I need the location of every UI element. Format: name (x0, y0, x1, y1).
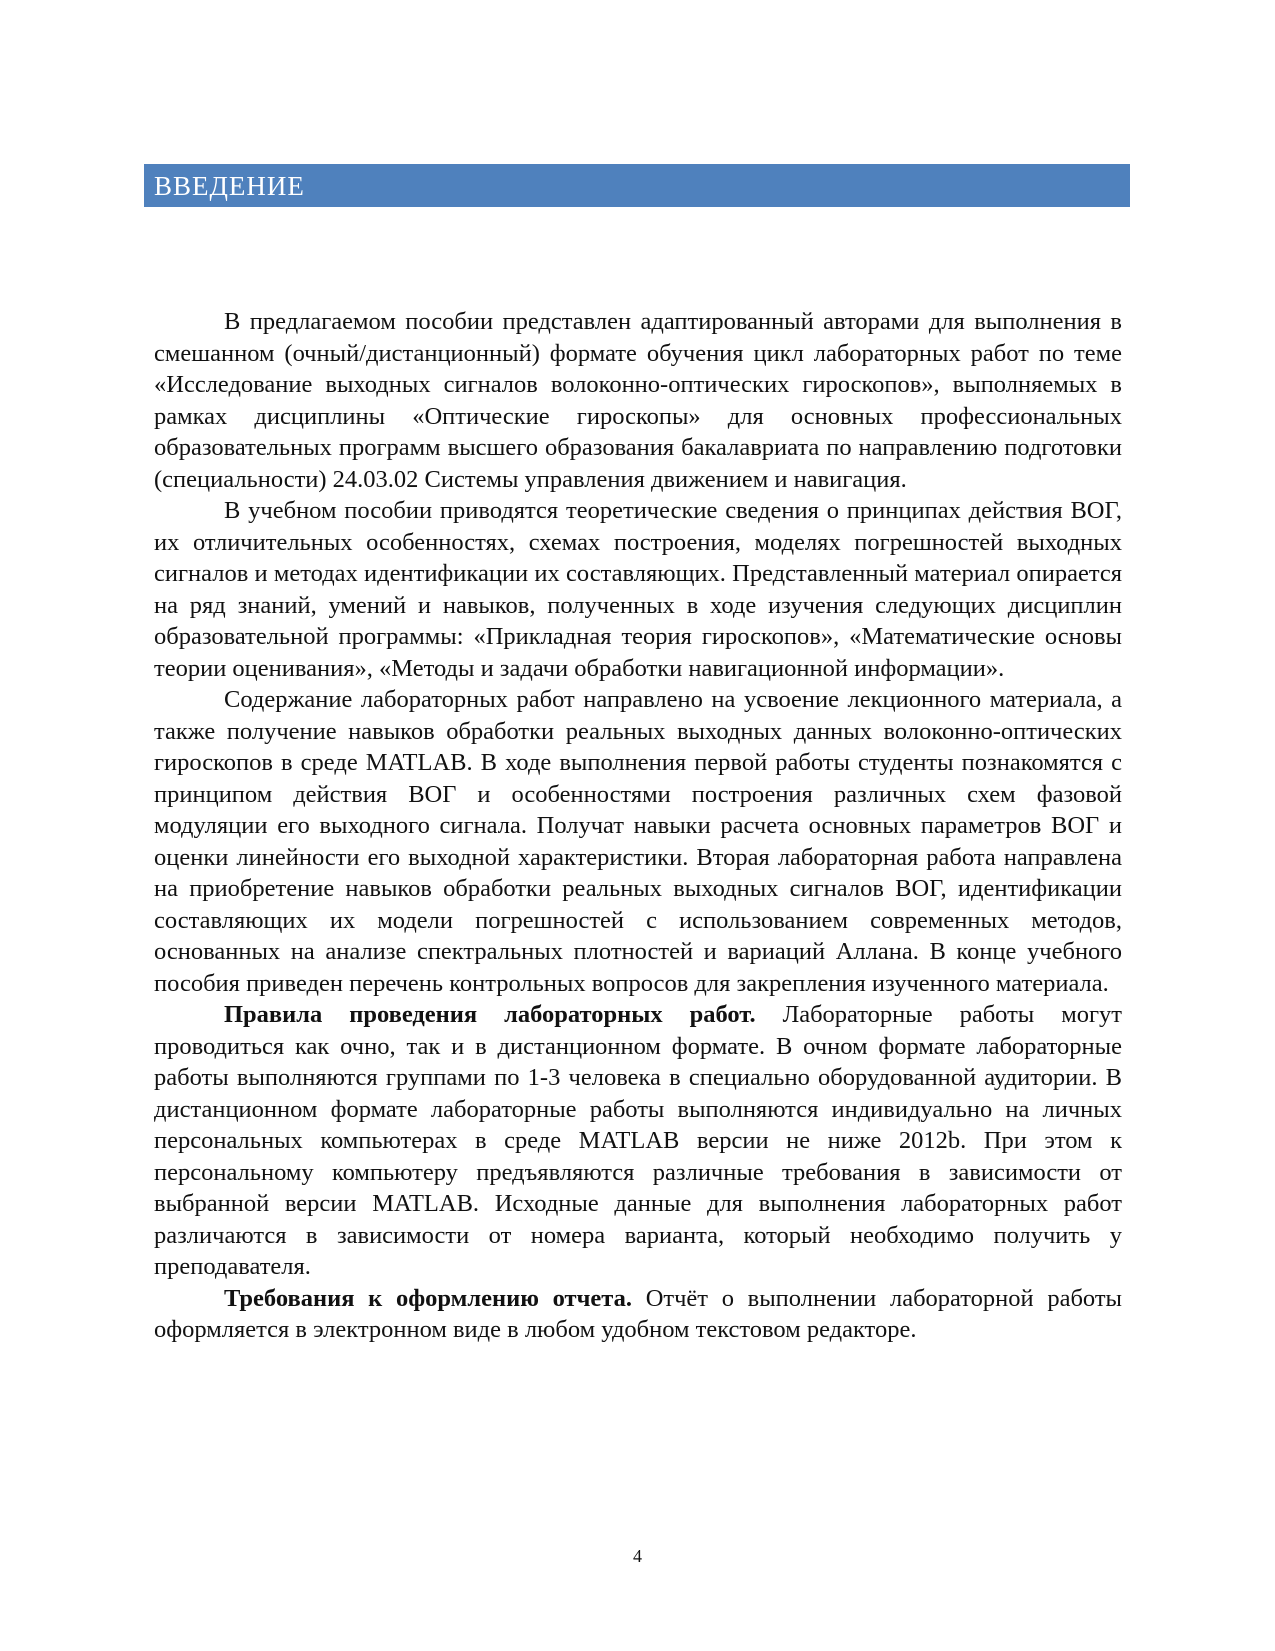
document-body (154, 306, 1122, 1346)
paragraph-text: Отчёт о выполнении лабораторной работы оформляется в электронном виде в любом удобном текстовом редакторе. (154, 1284, 1123, 1343)
page-number: 4 (633, 1546, 642, 1566)
paragraph-content (154, 684, 1122, 999)
paragraph-lead-bold: Правила проведения лабораторных работ. (224, 1001, 756, 1028)
paragraph-text: Содержание лабораторных работ направлено на усвоение лекционного материала, а также получение навыков обработки реальных выходных данных волоконно-оптических гироскопов в среде MATLAB. В ходе выполнения первой работы студенты познакомятся с принципом действия ВОГ и особенностями построения различных схем фазовой модуляции его выходного сигнала. Получат навыки расчета основных параметров ВОГ и оценки линейности его выходной характеристики. Вторая лабораторная работа направлена на приобретение навыков обработки реальных выходных сигналов ВОГ, идентификации составляющих их модели погрешностей с использованием современных методов, основанных на анализе спектральных плотностей и вариаций Аллана. В конце учебного пособия приведен перечень контрольных вопросов для закрепления изученного материала. (154, 686, 1122, 997)
paragraph-theory (154, 495, 1122, 684)
paragraph-intro (154, 306, 1122, 495)
paragraph-text: В предлагаемом пособии представлен адаптированный авторами для выполнения в смешанном (очный/дистанционный) формате обучения цикл лабораторных работ по теме «Исследование выходных сигналов волоконно-оптических гироскопов», выполняемых в рамках дисциплины «Оптические гироскопы» для основных профессиональных образовательных программ высшего образования бакалавриата по направлению подготовки (специальности) 24.03.02 Системы управления движением и навигация. (154, 308, 1122, 493)
paragraph-rules (154, 999, 1122, 1283)
paragraph-text: В учебном пособии приводятся теоретические сведения о принципах действия ВОГ, их отличительных особенностях, схемах построения, моделях погрешностей выходных сигналов и методах идентификации их составляющих. Представленный материал опирается на ряд знаний, умений и навыков, полученных в ходе изучения следующих дисциплин образовательной программы: «Прикладная теория гироскопов», «Математические основы теории оценивания», «Методы и задачи обработки навигационной информации». (154, 497, 1122, 682)
section-heading-title: ВВЕДЕНИЕ (154, 171, 305, 201)
section-heading-bar (144, 164, 1130, 207)
paragraph-text: Лабораторные работы могут проводиться как очно, так и в дистанционном формате. В очном формате лабораторные работы выполняются группами по 1-3 человека в специально оборудованной аудитории. В дистанционном формате лабораторные работы выполняются индивидуально на личных персональных компьютерах в среде MATLAB версии не ниже 2012b. При этом к персональному компьютеру предъявляются различные требования в зависимости от выбранной версии MATLAB. Исходные данные для выполнения лабораторных работ различаются в зависимости от номера варианта, который необходимо получить у преподавателя. (154, 1001, 1122, 1280)
paragraph-report (154, 1283, 1122, 1346)
paragraph-lead-bold: Требования к оформлению отчета. (224, 1284, 632, 1312)
